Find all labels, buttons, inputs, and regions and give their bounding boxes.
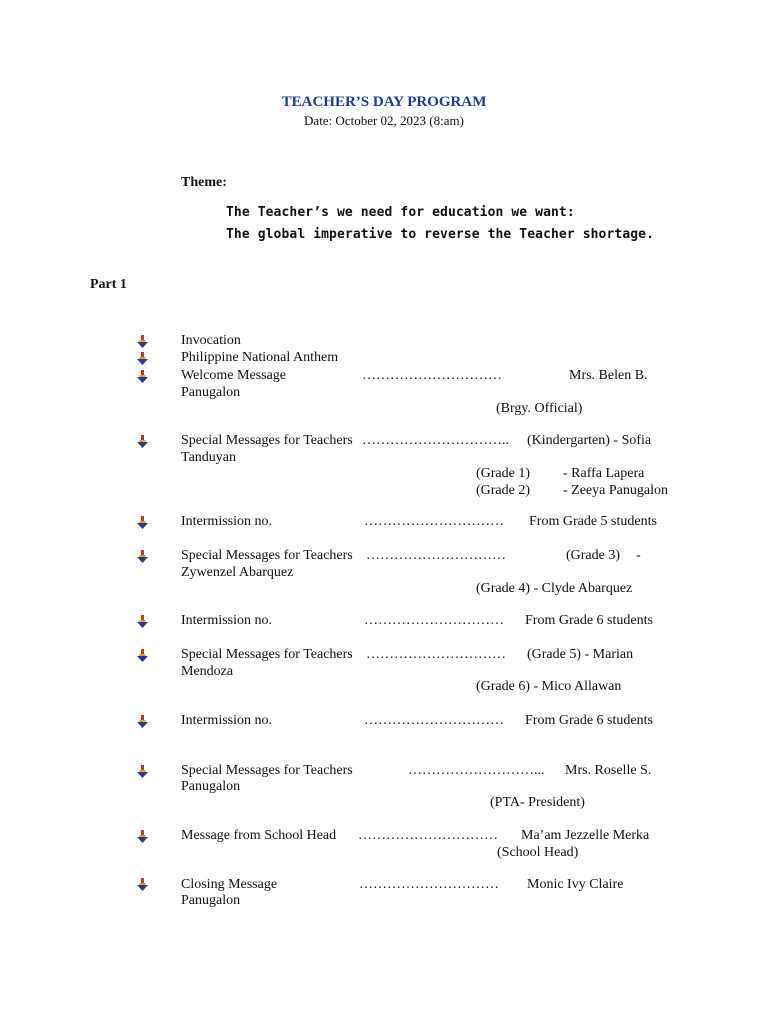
item-school-head-title: Message from School Head [181, 828, 337, 843]
item-anthem: Philippine National Anthem [181, 350, 339, 365]
special-4-speaker: Mrs. Roselle S. [565, 763, 652, 778]
leader-dots: ………………………….. [362, 433, 509, 448]
intermission-2-performer: From Grade 6 students [525, 613, 653, 628]
item-closing-title: Closing Message [181, 877, 278, 892]
item-welcome-title: Welcome Message [181, 368, 286, 383]
item-special-4-title: Special Messages for Teachers [181, 763, 353, 778]
special-4-cont: Panugalon [181, 779, 241, 794]
part-heading: Part 1 [90, 277, 127, 292]
leader-dots: ………………………… [364, 713, 504, 728]
special-1-g1-label: (Grade 1) [476, 466, 531, 481]
arrow-bullet-icon [136, 615, 150, 629]
special-3-g6: (Grade 6) - Mico Allawan [476, 679, 622, 694]
arrow-bullet-icon [136, 335, 150, 349]
arrow-bullet-icon [136, 649, 150, 663]
item-special-1-title: Special Messages for Teachers [181, 433, 353, 448]
arrow-bullet-icon [136, 715, 150, 729]
arrow-bullet-icon [136, 550, 150, 564]
item-invocation: Invocation [181, 333, 241, 348]
arrow-bullet-icon [136, 765, 150, 779]
theme-line-1: The Teacher’s we need for education we want: [226, 205, 575, 220]
special-3-g5: (Grade 5) - Marian [527, 647, 634, 662]
welcome-speaker-cont: Panugalon [181, 385, 241, 400]
special-2-g3-label: (Grade 3) [566, 548, 621, 563]
item-intermission-1: Intermission no. [181, 514, 272, 529]
intermission-1-performer: From Grade 5 students [529, 514, 657, 529]
special-1-kinder: (Kindergarten) - Sofia [527, 433, 652, 448]
special-4-role: (PTA- President) [490, 795, 585, 810]
arrow-bullet-icon [136, 370, 150, 384]
item-intermission-3: Intermission no. [181, 713, 272, 728]
special-2-g3-dash: - [636, 548, 641, 563]
theme-label: Theme: [181, 175, 227, 190]
leader-dots: ………………………… [364, 514, 504, 529]
theme-line-2: The global imperative to reverse the Teacher shortage. [226, 227, 655, 242]
closing-speaker: Monic Ivy Claire [527, 877, 624, 892]
arrow-bullet-icon [136, 516, 150, 530]
leader-dots: ………………………... [408, 763, 545, 778]
welcome-speaker: Mrs. Belen B. [569, 368, 648, 383]
special-1-cont: Tanduyan [181, 450, 237, 465]
intermission-3-performer: From Grade 6 students [525, 713, 653, 728]
page-title: TEACHER’S DAY PROGRAM [281, 94, 487, 110]
special-1-g2-label: (Grade 2) [476, 483, 531, 498]
special-1-g1-name: - Raffa Lapera [563, 466, 645, 481]
arrow-bullet-icon [136, 435, 150, 449]
leader-dots: ………………………… [366, 548, 506, 563]
leader-dots: ………………………… [364, 613, 504, 628]
school-head-name: Ma’am Jezzelle Merka [521, 828, 650, 843]
special-3-cont: Mendoza [181, 664, 234, 679]
arrow-bullet-icon [136, 830, 150, 844]
program-date: Date: October 02, 2023 (8:am) [304, 113, 464, 128]
special-1-g2-name: - Zeeya Panugalon [563, 483, 668, 498]
arrow-bullet-icon [136, 878, 150, 892]
item-special-2-title: Special Messages for Teachers [181, 548, 353, 563]
school-head-role: (School Head) [497, 845, 579, 860]
leader-dots: ………………………… [366, 647, 506, 662]
leader-dots: ………………………… [359, 877, 499, 892]
welcome-role: (Brgy. Official) [496, 401, 583, 416]
special-2-cont: Zywenzel Abarquez [181, 565, 294, 580]
item-intermission-2: Intermission no. [181, 613, 272, 628]
arrow-bullet-icon [136, 352, 150, 366]
closing-speaker-cont: Panugalon [181, 893, 241, 908]
item-special-3-title: Special Messages for Teachers [181, 647, 353, 662]
leader-dots: ………………………… [358, 828, 498, 843]
leader-dots: ………………………… [362, 368, 502, 383]
special-2-g4: (Grade 4) - Clyde Abarquez [476, 581, 633, 596]
